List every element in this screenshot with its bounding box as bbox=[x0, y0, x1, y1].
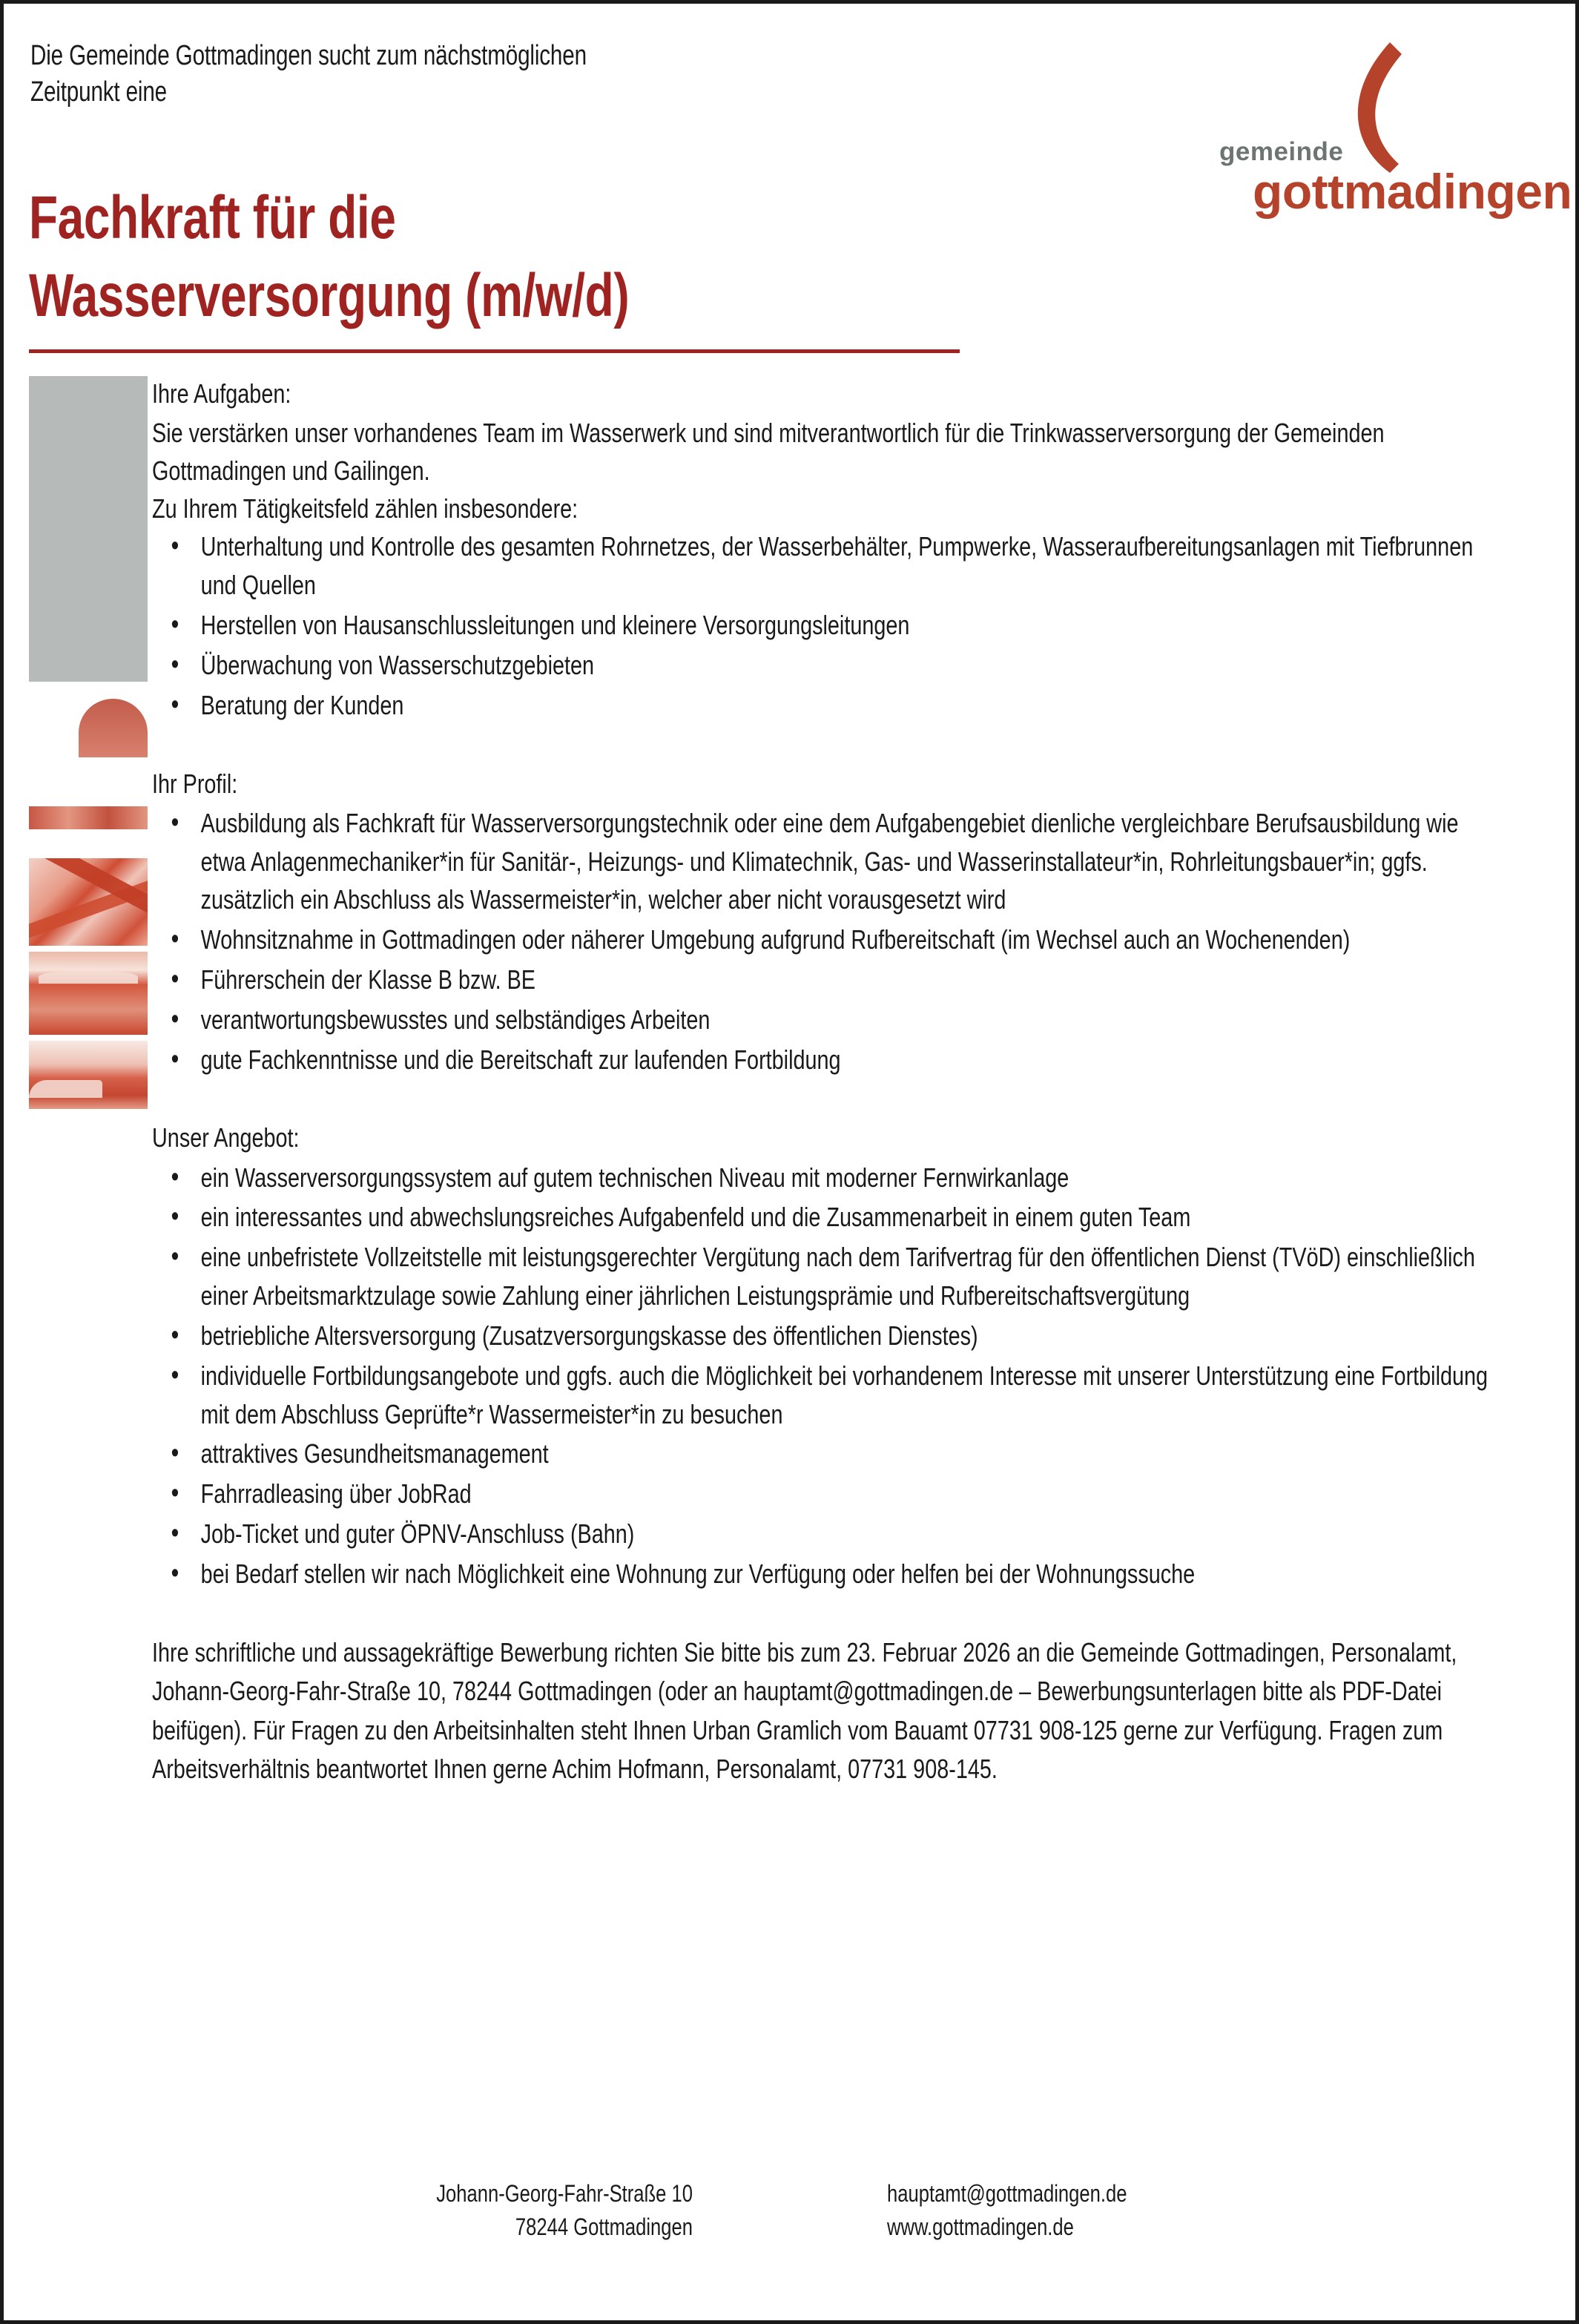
list-item: • individuelle Fortbildungsangebote und ggfs. auch die Möglichkeit bei vorhandenem Interesse mit unserer Unterstützung eine Fortbildung mit dem Abschluss Geprüfte*r Wassermeister*in zu besuchen bbox=[152, 1357, 1505, 1434]
list-item: • Ausbildung als Fachkraft für Wasserversorgungstechnik oder eine dem Aufgabengebiet dienliche vergleichbare Berufsausbildung wie etwa Anlagenmechaniker*in für Sanitär-, Heizungs- und Klimatechnik, Gas- und Wasserinstallateur*in, Rohrleitungsbauer*in; ggfs. zusätzlich ein Abschluss als Wassermeister*in, welcher aber nicht vorausgesetzt wird bbox=[152, 804, 1505, 919]
footer-address bbox=[360, 2177, 693, 2245]
list-item: • Wohnsitznahme in Gottmadingen oder näherer Umgebung aufgrund Rufbereitschaft (im Wechsel auch an Wochenenden) bbox=[152, 921, 1505, 959]
list-item: • ein Wasserversorgungssystem auf gutem technischen Niveau mit moderner Fernwirkanlage bbox=[152, 1159, 1505, 1197]
list-item: • Beratung der Kunden bbox=[152, 686, 1505, 725]
municipality-logo bbox=[1167, 26, 1572, 219]
bullet-list bbox=[152, 804, 1505, 1079]
list-item: • attraktives Gesundheitsmanagement bbox=[152, 1435, 1505, 1473]
list-item: • Unterhaltung und Kontrolle des gesamten Rohrnetzes, der Wasserbehälter, Pumpwerke, Wasseraufbereitungsanlagen mit Tiefbrunnen und Quellen bbox=[152, 527, 1505, 605]
section-paragraph: Zu Ihrem Tätigkeitsfeld zählen insbesondere: bbox=[152, 493, 578, 524]
sidebar-gray-block bbox=[29, 376, 148, 682]
main-content bbox=[152, 375, 1509, 1789]
sidebar-image-strip bbox=[29, 376, 148, 1115]
list-item: • ein interessantes und abwechslungsreiches Aufgabenfeld und die Zusammenarbeit in einem guten Team bbox=[152, 1198, 1505, 1237]
page-footer bbox=[4, 2177, 1575, 2245]
logo-top-word: gemeinde bbox=[1219, 137, 1344, 166]
list-item: • verantwortungsbewusstes und selbständiges Arbeiten bbox=[152, 1001, 1505, 1039]
footer-contact bbox=[887, 2177, 1219, 2245]
page-title bbox=[29, 180, 1012, 335]
section-spacer bbox=[152, 1080, 1505, 1119]
intro-line-1: Die Gemeinde Gottmadingen sucht zum nächstmöglichen bbox=[30, 40, 587, 71]
section-heading: Ihr Profil: bbox=[152, 768, 238, 799]
list-item: • Fahrradleasing über JobRad bbox=[152, 1475, 1505, 1513]
page-inner bbox=[4, 4, 1575, 2320]
section-spacer bbox=[152, 726, 1505, 765]
list-item: • Überwachung von Wasserschutzgebieten bbox=[152, 646, 1505, 685]
intro-line-2: Zeitpunkt eine bbox=[30, 76, 168, 108]
section-heading: Ihre Aufgaben: bbox=[152, 378, 291, 409]
bullet-list bbox=[152, 527, 1505, 724]
market-umbrella-photo bbox=[29, 952, 148, 1035]
logo-bottom-word: gottmadingen bbox=[1253, 164, 1572, 219]
footer-city: 78244 Gottmadingen bbox=[515, 2213, 693, 2241]
footer-email: hauptamt@gottmadingen.de bbox=[886, 2180, 1127, 2207]
archway-photo bbox=[29, 686, 148, 757]
title-divider bbox=[29, 349, 960, 353]
red-truss-photo bbox=[29, 858, 148, 946]
list-item: • Herstellen von Hausanschlussleitungen und kleinere Versorgungsleitungen bbox=[152, 606, 1505, 645]
list-item: • gute Fachkenntnisse und die Bereitschaft zur laufenden Fortbildung bbox=[152, 1041, 1505, 1079]
footer-website: www.gottmadingen.de bbox=[886, 2213, 1074, 2241]
section-paragraph: Sie verstärken unser vorhandenes Team im Wasserwerk und sind mitverantwortlich für die Trinkwasserversorgung der Gemeinden Gottmadingen und Gailingen. bbox=[152, 418, 1385, 487]
title-line-2: Wasserversorgung (m/w/d) bbox=[29, 261, 630, 329]
section-angebot bbox=[152, 1119, 1505, 1593]
closing-paragraph: Ihre schriftliche und aussagekräftige Bewerbung richten Sie bitte bis zum 23. Februar 2026 an die Gemeinde Gottmadingen, Personalamt, Johann-Georg-Fahr-Straße 10, 78244 Gottmadingen (oder an hauptamt@gottmadingen.de – Bewerbungsunterlagen bitte als PDF-Datei beifügen). Für Fragen zu den Arbeitsinhalten steht Ihnen Urban Gramlich vom Bauamt 07731 908-125 gerne zur Verfügung. Fragen zum Arbeitsverhältnis beantwortet Ihnen gerne Achim Hofmann, Personalamt, 07731 908-145. bbox=[152, 1636, 1457, 1785]
title-line-1: Fachkraft für die bbox=[29, 183, 396, 251]
cyclists-photo bbox=[29, 763, 148, 852]
section-spacer bbox=[152, 1595, 1505, 1633]
footer-street: Johann-Georg-Fahr-Straße 10 bbox=[435, 2180, 693, 2207]
list-item: • betriebliche Altersversorgung (Zusatzversorgungskasse des öffentlichen Dienstes) bbox=[152, 1317, 1505, 1355]
train-station-photo bbox=[29, 1041, 148, 1109]
section-profil bbox=[152, 765, 1505, 1079]
list-item: • bei Bedarf stellen wir nach Möglichkeit eine Wohnung zur Verfügung oder helfen bei der Wohnungssuche bbox=[152, 1555, 1505, 1593]
section-aufgaben bbox=[152, 375, 1505, 725]
intro-text bbox=[30, 38, 782, 110]
text-column bbox=[152, 375, 1505, 1789]
section-heading: Unser Angebot: bbox=[152, 1122, 300, 1153]
bullet-list bbox=[152, 1159, 1505, 1593]
list-item: • eine unbefristete Vollzeitstelle mit leistungsgerechter Vergütung nach dem Tarifvertrag für den öffentlichen Dienst (TVöD) einschließlich einer Arbeitsmarktzulage sowie Zahlung einer jährlichen Leistungsprämie und Rufbereitschaftsvergütung bbox=[152, 1238, 1505, 1315]
list-item: • Führerschein der Klasse B bzw. BE bbox=[152, 961, 1505, 999]
list-item: • Job-Ticket und guter ÖPNV-Anschluss (Bahn) bbox=[152, 1515, 1505, 1553]
